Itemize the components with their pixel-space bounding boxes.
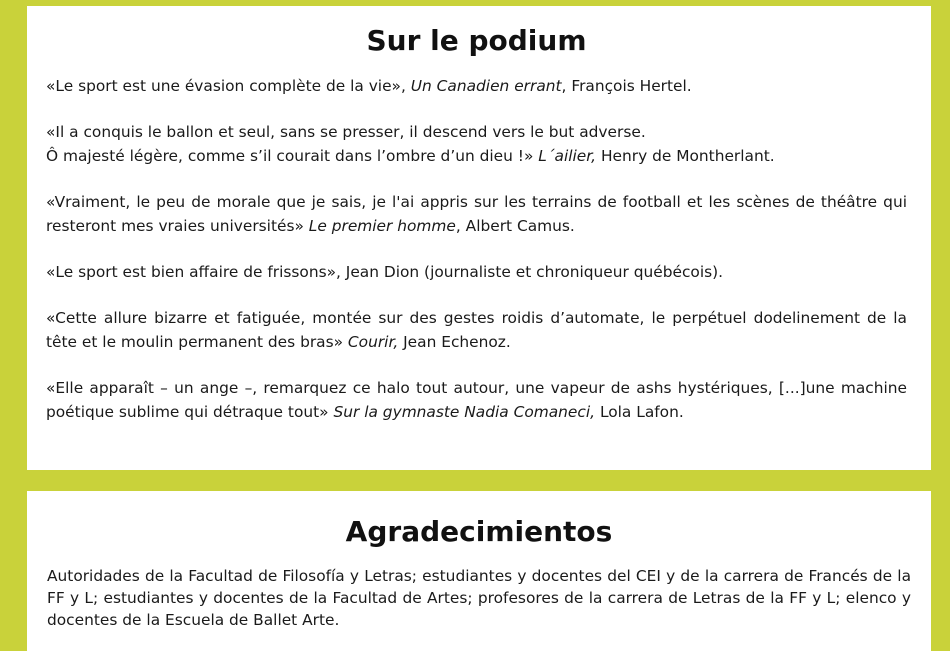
quote-work: Un Canadien errant <box>410 77 562 95</box>
quote-text: «Cette allure bizarre et fatiguée, montée sur des gestes roidis d’automate, le perpétuel dodelinement de la tête et le moulin permanent des bras» <box>46 309 907 351</box>
quote-dion <box>46 260 907 284</box>
agradecimientos-card <box>27 491 931 651</box>
podium-title: Sur le podium <box>366 24 587 57</box>
quote-text: Ô majesté légère, comme s’il courait dans l’ombre d’un dieu !» <box>46 147 539 165</box>
quote-lafon <box>46 376 907 424</box>
quote-echenoz <box>46 306 907 354</box>
quote-text: «Elle apparaît – un ange –, remarquez ce halo tout autour, une vapeur de ashs hystériques, [...]une machine poétique sublime qui détraque tout» <box>46 379 907 421</box>
quote-montherlant <box>46 120 907 168</box>
quote-author: Jean Echenoz. <box>398 333 511 351</box>
quote-camus <box>46 190 907 238</box>
quote-author: , Albert Camus. <box>455 217 575 235</box>
podium-card <box>27 6 931 470</box>
agradecimientos-text: Autoridades de la Facultad de Filosofía y Letras; estudiantes y docentes del CEI y de la carrera de Francés de la FF y L; estudiantes y docentes de la Facultad de Artes; profesores de la carrera de Letras de la FF y L; elenco y docentes de la Escuela de Ballet Arte. <box>47 567 911 629</box>
quote-line: «Il a conquis le ballon et seul, sans se presser, il descend vers le but adverse. <box>46 123 646 141</box>
agradecimientos-title: Agradecimientos <box>345 515 613 548</box>
quote-author: Henry de Montherlant. <box>596 147 775 165</box>
quote-author: , François Hertel. <box>561 77 692 95</box>
quote-work: Le premier homme <box>308 217 456 235</box>
quote-text: «Le sport est bien affaire de frissons», Jean Dion (journaliste et chroniqueur québécois). <box>46 263 724 281</box>
quote-text: «Le sport est une évasion complète de la vie», <box>46 77 411 95</box>
quote-work: Sur la gymnaste Nadia Comaneci, <box>333 403 596 421</box>
quote-work: L´ailier, <box>538 147 597 165</box>
quote-author: Lola Lafon. <box>595 403 684 421</box>
quote-text: «Vraiment, le peu de morale que je sais, je l'ai appris sur les terrains de football et les scènes de théâtre qui resteront mes vraies universités» <box>46 193 907 235</box>
quote-hertel <box>46 74 907 98</box>
quote-work: Courir, <box>347 333 399 351</box>
